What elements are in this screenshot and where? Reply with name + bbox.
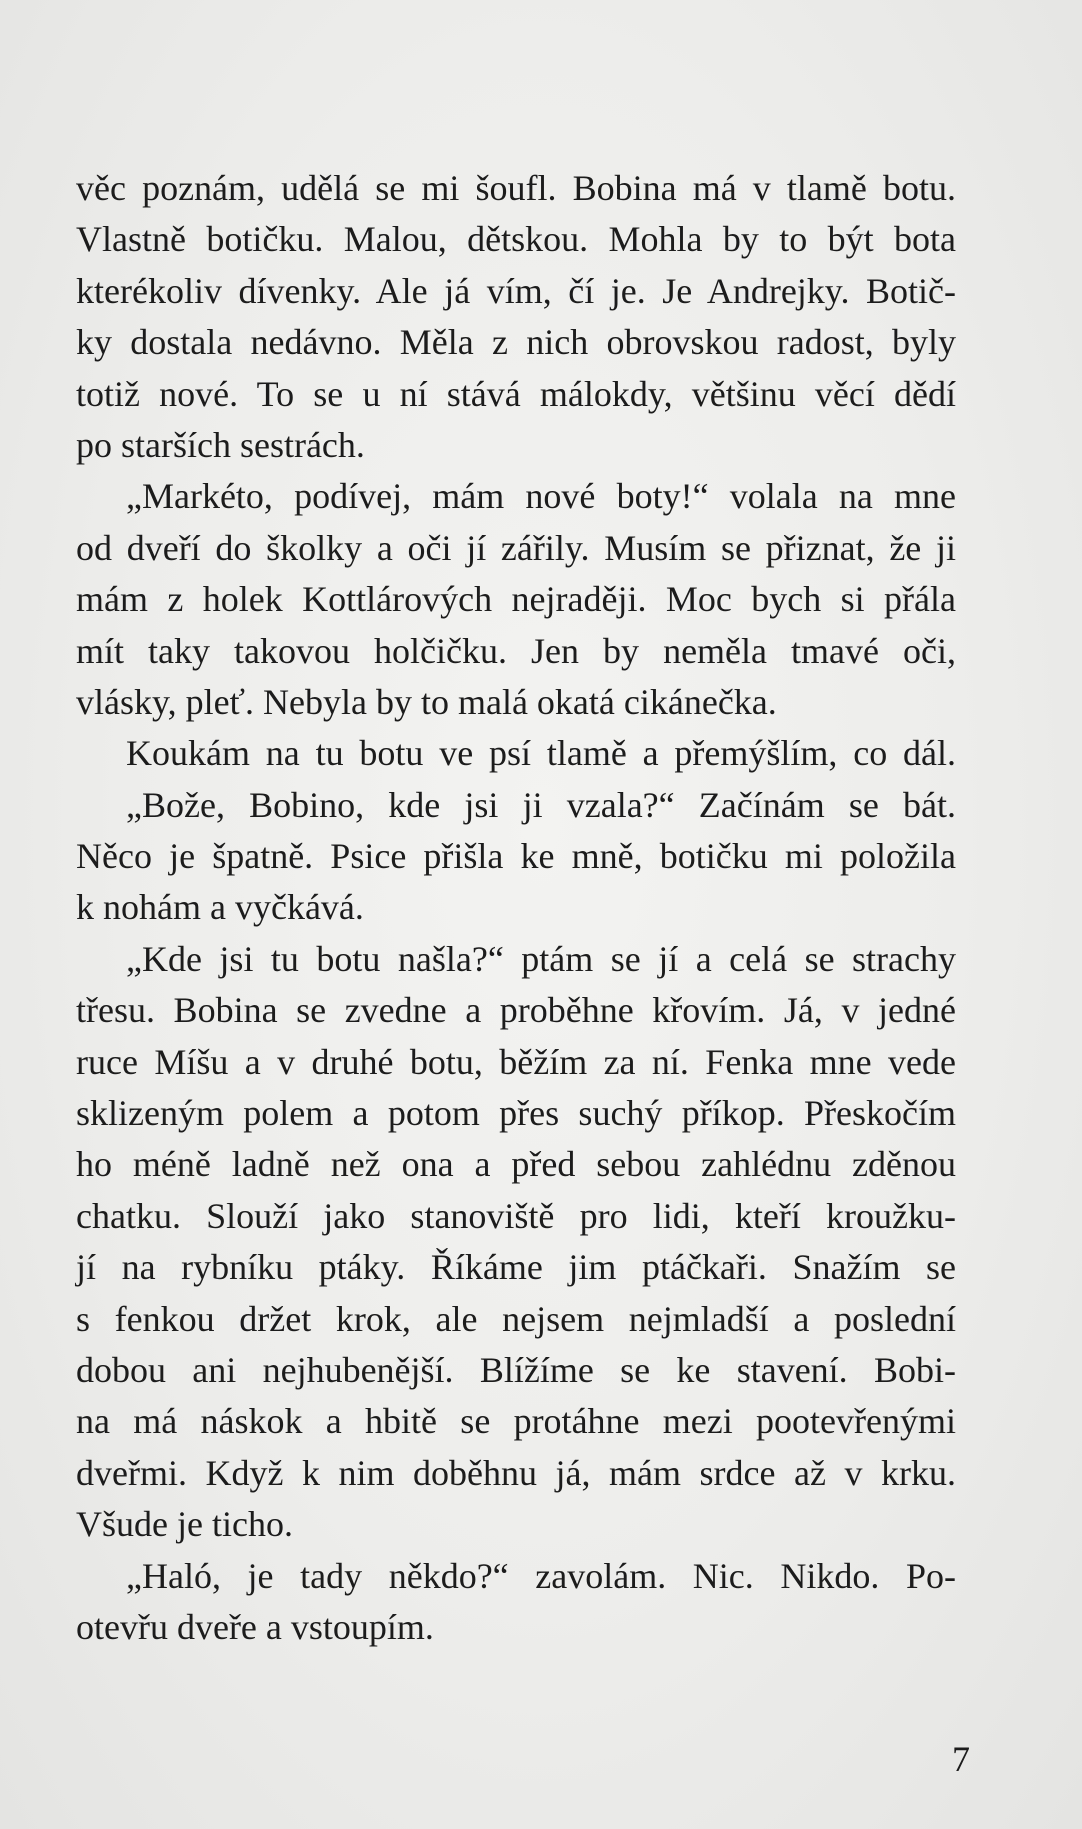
text-line: po starších sestrách. [76,424,365,465]
text-line: od dveří do školky a oči jí zářily. Musím se přiznat, že ji [76,527,956,568]
text-line: ruce Míšu a v druhé botu, běžím za ní. Fenka mne vede [76,1041,956,1082]
text-line: „Kde jsi tu botu našla?“ ptám se jí a celá se strachy [126,938,956,979]
text-line: sklizeným polem a potom přes suchý příkop. Přeskočím [76,1093,956,1134]
body-text [76,163,956,1653]
text-line: chatku. Slouží jako stanoviště pro lidi, kteří kroužku- [76,1195,956,1236]
text-line: mít taky takovou holčičku. Jen by neměla tmavé oči, [76,630,956,671]
text-line: Vlastně botičku. Malou, dětskou. Mohla by to být bota [76,219,956,260]
text-line: jí na rybníku ptáky. Říkáme jim ptáčkaři. Snažím se [76,1247,956,1288]
text-line: „Haló, je tady někdo?“ zavolám. Nic. Nikdo. Po- [126,1555,956,1596]
text-line: Všude je ticho. [76,1504,293,1545]
text-line: k nohám a vyčkává. [76,887,364,928]
text-line: otevřu dveře a vstoupím. [76,1606,434,1647]
text-line: dobou ani nejhubenější. Blížíme se ke stavení. Bobi- [76,1349,956,1390]
text-line: na má náskok a hbitě se protáhne mezi pootevřenými [76,1401,956,1442]
text-line: dveřmi. Když k nim doběhnu já, mám srdce až v krku. [76,1452,956,1493]
text-line: ho méně ladně než ona a před sebou zahlédnu zděnou [76,1144,956,1185]
page-number: 7 [952,1739,970,1779]
text-line: ky dostala nedávno. Měla z nich obrovskou radost, byly [76,322,956,363]
text-line: mám z holek Kottlárových nejraději. Moc bych si přála [76,579,956,620]
text-line: Koukám na tu botu ve psí tlamě a přemýšlím, co dál. [126,733,956,774]
text-line: „Bože, Bobino, kde jsi ji vzala?“ Začínám se bát. [126,784,956,825]
text-line: „Markéto, podívej, mám nové boty!“ volala na mne [126,476,956,517]
text-line: vlásky, pleť. Nebyla by to malá okatá cikánečka. [76,681,777,722]
text-line: s fenkou držet krok, ale nejsem nejmladší a poslední [76,1298,956,1339]
text-line: totiž nové. To se u ní stává málokdy, většinu věcí dědí [76,373,956,414]
text-line: Něco je špatně. Psice přišla ke mně, botičku mi položila [76,836,956,877]
text-line: třesu. Bobina se zvedne a proběhne křovím. Já, v jedné [76,990,956,1031]
text-line: věc poznám, udělá se mi šoufl. Bobina má v tlamě botu. [76,168,956,208]
text-line: kterékoliv dívenky. Ale já vím, čí je. Je Andrejky. Botič- [76,270,956,311]
